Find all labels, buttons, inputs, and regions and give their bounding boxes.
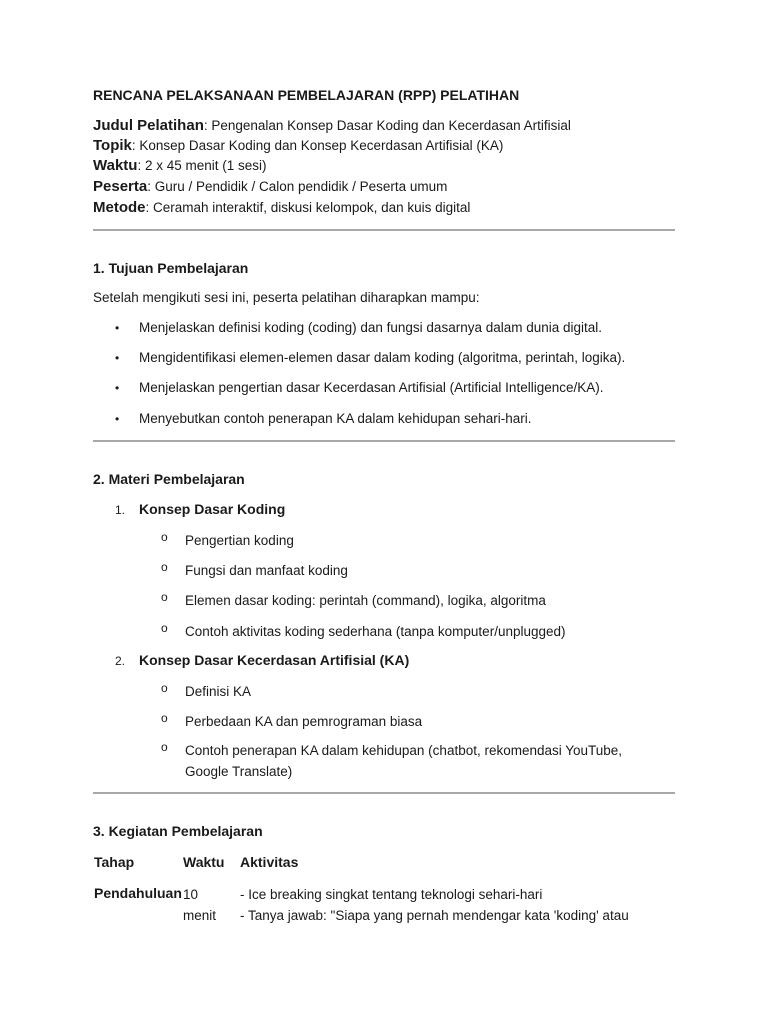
list-item [115,380,603,395]
meta-value: : Guru / Pendidik / Calon pendidik / Peserta umum [147,179,448,194]
list-item [162,590,685,611]
meta-value: : 2 x 45 menit (1 sesi) [137,158,267,173]
list-item-text: Contoh penerapan KA dalam kehidupan (chatbot, rekomendasi YouTube, Google Translate) [185,743,623,779]
bullet-icon: • [115,321,120,335]
table-header-waktu: Waktu [183,854,225,870]
section-heading-materi: 2. Materi Pembelajaran [93,471,245,487]
meta-topik [93,137,503,154]
divider [93,792,675,794]
list-item-text: Contoh aktivitas koding sederhana (tanpa komputer/unplugged) [185,624,566,639]
meta-waktu [93,157,267,174]
list-item [162,621,685,642]
meta-key: Metode [93,199,146,216]
list-item-text: Fungsi dan manfaat koding [185,563,348,578]
topic-number: 2. [115,654,126,668]
meta-key: Topik [93,137,132,154]
list-item-text: Perbedaan KA dan pemrograman biasa [185,714,423,729]
list-item-text: Menyebutkan contoh penerapan KA dalam kehidupan sehari-hari. [139,411,532,426]
circle-bullet-icon: o [161,740,168,754]
topic-heading [115,652,409,668]
list-item [162,711,685,732]
circle-bullet-icon: o [161,590,168,604]
meta-peserta [93,178,447,195]
section-heading-tujuan: 1. Tujuan Pembelajaran [93,260,249,276]
circle-bullet-icon: o [161,530,168,544]
list-item-text: Mengidentifikasi elemen-elemen dasar dalam koding (algoritma, perintah, logika). [139,350,626,365]
meta-key: Waktu [93,157,138,174]
list-item-text: Menjelaskan pengertian dasar Kecerdasan Artifisial (Artificial Intelligence/KA). [139,380,604,395]
table-header-aktivitas: Aktivitas [240,854,299,870]
topic-heading [115,501,285,517]
topic-title: Konsep Dasar Koding [139,501,286,517]
topic-number: 1. [115,503,126,517]
list-item-text: Elemen dasar koding: perintah (command), logika, algoritma [185,593,546,608]
divider [93,229,675,231]
list-item [162,560,685,581]
list-item [115,320,602,335]
table-cell-waktu [183,884,216,926]
list-item [162,681,685,702]
circle-bullet-icon: o [161,621,168,635]
meta-judul-pelatihan [93,117,571,134]
meta-metode [93,199,470,216]
divider [93,440,675,442]
list-item [115,350,625,365]
meta-key: Judul Pelatihan [93,117,204,134]
list-item [115,411,532,426]
table-header-tahap: Tahap [94,854,135,870]
activity-line: - Tanya jawab: "Siapa yang pernah mendengar kata 'koding' atau [240,908,629,923]
meta-value: : Ceramah interaktif, diskusi kelompok, dan kuis digital [145,200,471,215]
topic-title: Konsep Dasar Kecerdasan Artifisial (KA) [139,652,410,668]
list-item [162,530,685,551]
document-title: RENCANA PELAKSANAAN PEMBELAJARAN (RPP) PELATIHAN [93,87,520,103]
bullet-icon: • [115,412,120,426]
waktu-line: 10 [183,887,199,902]
activity-line: - Ice breaking singkat tentang teknologi sehari-hari [240,887,543,902]
circle-bullet-icon: o [161,681,168,695]
meta-key: Peserta [93,178,148,195]
meta-value: : Konsep Dasar Koding dan Konsep Kecerdasan Artifisial (KA) [131,138,504,153]
list-item-text: Pengertian koding [185,533,294,548]
list-item-text: Menjelaskan definisi koding (coding) dan fungsi dasarnya dalam dunia digital. [139,320,603,335]
bullet-icon: • [115,351,120,365]
circle-bullet-icon: o [161,711,168,725]
table-cell-tahap: Pendahuluan [94,885,182,901]
bullet-icon: • [115,381,120,395]
waktu-line: menit [183,908,217,923]
list-item-text: Definisi KA [185,684,252,699]
circle-bullet-icon: o [161,560,168,574]
table-cell-aktivitas [240,884,629,926]
meta-value: : Pengenalan Konsep Dasar Koding dan Kecerdasan Artifisial [203,118,571,133]
section-heading-kegiatan: 3. Kegiatan Pembelajaran [93,823,263,839]
list-item [162,740,655,782]
section-intro: Setelah mengikuti sesi ini, peserta pelatihan diharapkan mampu: [93,290,480,305]
